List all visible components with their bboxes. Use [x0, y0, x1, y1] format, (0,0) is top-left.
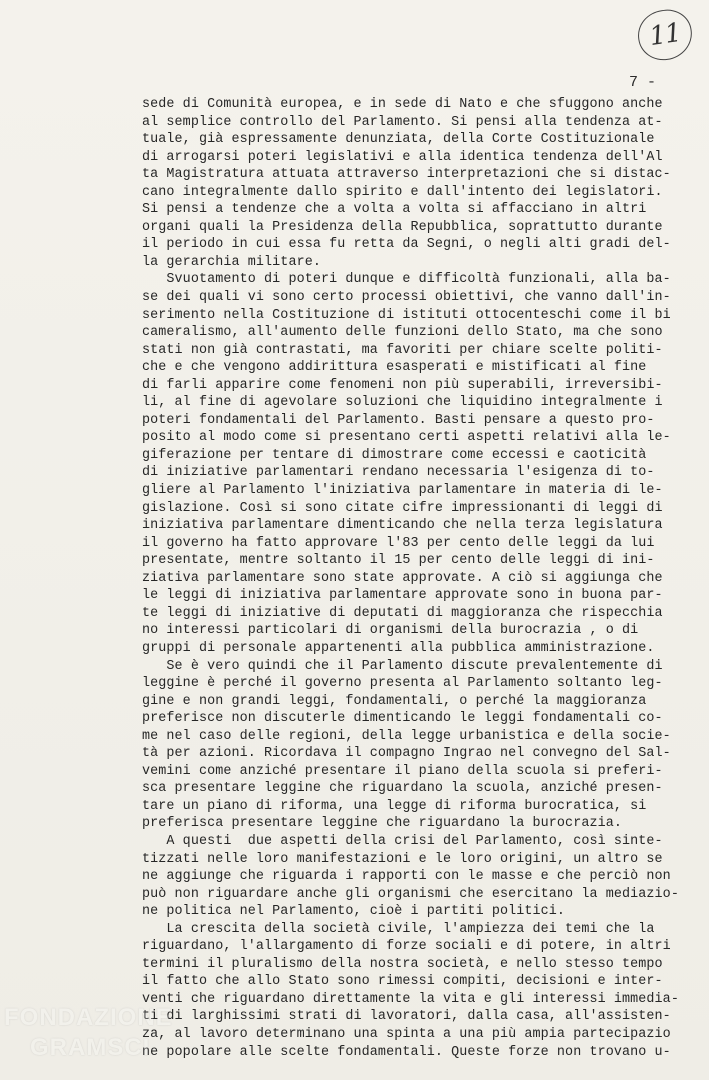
- text-line: me nel caso delle regioni, della legge urbanistica e della socie-: [142, 728, 671, 744]
- text-line: tare un piano di riforma, una legge di riforma burocratica, si: [142, 798, 647, 814]
- text-line: Si pensi a tendenze che a volta a volta si affacciano in altri: [142, 202, 647, 218]
- typewritten-body-text: [142, 96, 682, 1061]
- text-line: di iniziative parlamentari rendano necessaria l'esigenza di to-: [142, 465, 655, 481]
- text-line: gine e non grandi leggi, fondamentali, o perché la maggioranza: [142, 693, 647, 709]
- text-line: tà per azioni. Ricordava il compagno Ingrao nel convegno del Sal-: [142, 746, 671, 762]
- typed-page-number: 7 -: [629, 74, 657, 91]
- text-line: ne politica nel Parlamento, cioè i partiti politici.: [142, 904, 566, 920]
- text-line: Se è vero quindi che il Parlamento discute prevalentemente di: [142, 658, 663, 674]
- handwritten-page-number: 11: [635, 6, 695, 63]
- text-line: sca presentare leggine che riguardano la scuola, anziché presen-: [142, 781, 663, 797]
- text-line: iniziativa parlamentare dimenticando che nella terza legislatura: [142, 518, 663, 534]
- text-line: ti di larghissimi strati di lavoratori, dalla casa, all'assisten-: [142, 1009, 671, 1025]
- text-line: organi quali la Presidenza della Repubblica, soprattutto durante: [142, 219, 663, 235]
- fondazione-gramsci-watermark: [4, 1004, 194, 1076]
- text-line: le leggi di iniziativa parlamentare approvate sono in buona par-: [142, 588, 663, 604]
- text-line: te leggi di iniziative di deputati di maggioranza che rispecchia: [142, 605, 663, 621]
- text-line: presentate, mentre soltanto il 15 per cento delle leggi di ini-: [142, 553, 655, 569]
- text-line: ne aggiunge che riguarda i rapporti con le masse e che perciò non: [142, 869, 671, 885]
- text-line: La crescita della società civile, l'ampiezza dei temi che la: [142, 921, 655, 937]
- text-line: ne popolare alle scelte fondamentali. Queste forze non trovano u-: [142, 1044, 671, 1060]
- text-line: stati non già contrastati, ma favoriti per chiare scelte politi-: [142, 342, 663, 358]
- text-line: vemini come anziché presentare il piano della scuola si preferi-: [142, 763, 663, 779]
- text-line: leggine è perché il governo presenta al Parlamento soltanto leg-: [142, 676, 663, 692]
- text-line: preferisce non discuterle dimenticando le leggi fondamentali co-: [142, 711, 663, 727]
- text-line: il periodo in cui essa fu retta da Segni, o negli alti gradi del-: [142, 237, 671, 253]
- text-line: il governo ha fatto approvare l'83 per cento delle leggi da lui: [142, 535, 655, 551]
- text-line: giferazione per tentare di dimostrare come eccessi e caoticità: [142, 447, 647, 463]
- text-line: za, al lavoro determinano una spinta a una più ampia partecipazio: [142, 1026, 671, 1042]
- watermark-line-2: GRAMSCI: [30, 1034, 151, 1061]
- text-line: ziativa parlamentare sono state approvate. A ciò si aggiunga che: [142, 570, 663, 586]
- text-line: se dei quali vi sono certo processi obiettivi, che vanno dall'in-: [142, 290, 671, 306]
- watermark-line-1: FONDAZIONE: [4, 1004, 173, 1031]
- text-line: al semplice controllo del Parlamento. Si pensi alla tendenza at-: [142, 114, 663, 130]
- text-line: cano integralmente dallo spirito e dall'intento dei legislatori.: [142, 184, 663, 200]
- text-line: ta Magistratura attuata attraverso interpretazioni che si distac-: [142, 167, 671, 183]
- text-line: di arrogarsi poteri legislativi e alla identica tendenza dell'Al: [142, 149, 663, 165]
- text-line: gislazione. Così si sono citate cifre impressionanti di leggi di: [142, 500, 663, 516]
- text-line: serimento nella Costituzione di istituti ottocenteschi come il bi: [142, 307, 671, 323]
- text-line: riguardano, l'allargamento di forze sociali e di potere, in altri: [142, 939, 671, 955]
- text-line: sede di Comunità europea, e in sede di Nato e che sfuggono anche: [142, 97, 663, 112]
- text-line: il fatto che allo Stato sono rimessi compiti, decisioni e inter-: [142, 974, 663, 990]
- text-line: A questi due aspetti della crisi del Parlamento, così sinte-: [142, 833, 663, 849]
- text-line: venti che riguardano direttamente la vita e gli interessi immedia-: [142, 991, 679, 1007]
- text-line: posito al modo come si presentano certi aspetti relativi alla le-: [142, 430, 671, 446]
- text-line: preferisca presentare leggine che riguardano la burocrazia.: [142, 816, 623, 832]
- text-line: li, al fine di agevolare soluzioni che liquidino integralmente i: [142, 395, 663, 411]
- text-line: Svuotamento di poteri dunque e difficoltà funzionali, alla ba-: [142, 272, 671, 288]
- text-line: di farli apparire come fenomeni non più superabili, irreversibi-: [142, 377, 663, 393]
- text-line: termini il pluralismo della nostra società, e nello stesso tempo: [142, 956, 663, 972]
- text-line: gliere al Parlamento l'iniziativa parlamentare in materia di le-: [142, 483, 663, 499]
- text-line: poteri fondamentali del Parlamento. Basti pensare a questo pro-: [142, 412, 655, 428]
- text-line: gruppi di personale appartenenti alla pubblica amministrazione.: [142, 640, 655, 656]
- text-line: che e che vengono addirittura esasperati e mistificati al fine: [142, 360, 647, 376]
- text-line: la gerarchia militare.: [142, 254, 321, 270]
- text-line: tizzati nelle loro manifestazioni e le loro origini, un altro se: [142, 851, 663, 867]
- text-line: tuale, già espressamente denunziata, della Corte Costituzionale: [142, 132, 655, 148]
- text-line: può non riguardare anche gli organismi che esercitano la mediazio-: [142, 886, 679, 902]
- text-line: no interessi particolari di organismi della burocrazia , o di: [142, 623, 639, 639]
- text-line: cameralismo, all'aumento delle funzioni dello Stato, ma che sono: [142, 325, 663, 341]
